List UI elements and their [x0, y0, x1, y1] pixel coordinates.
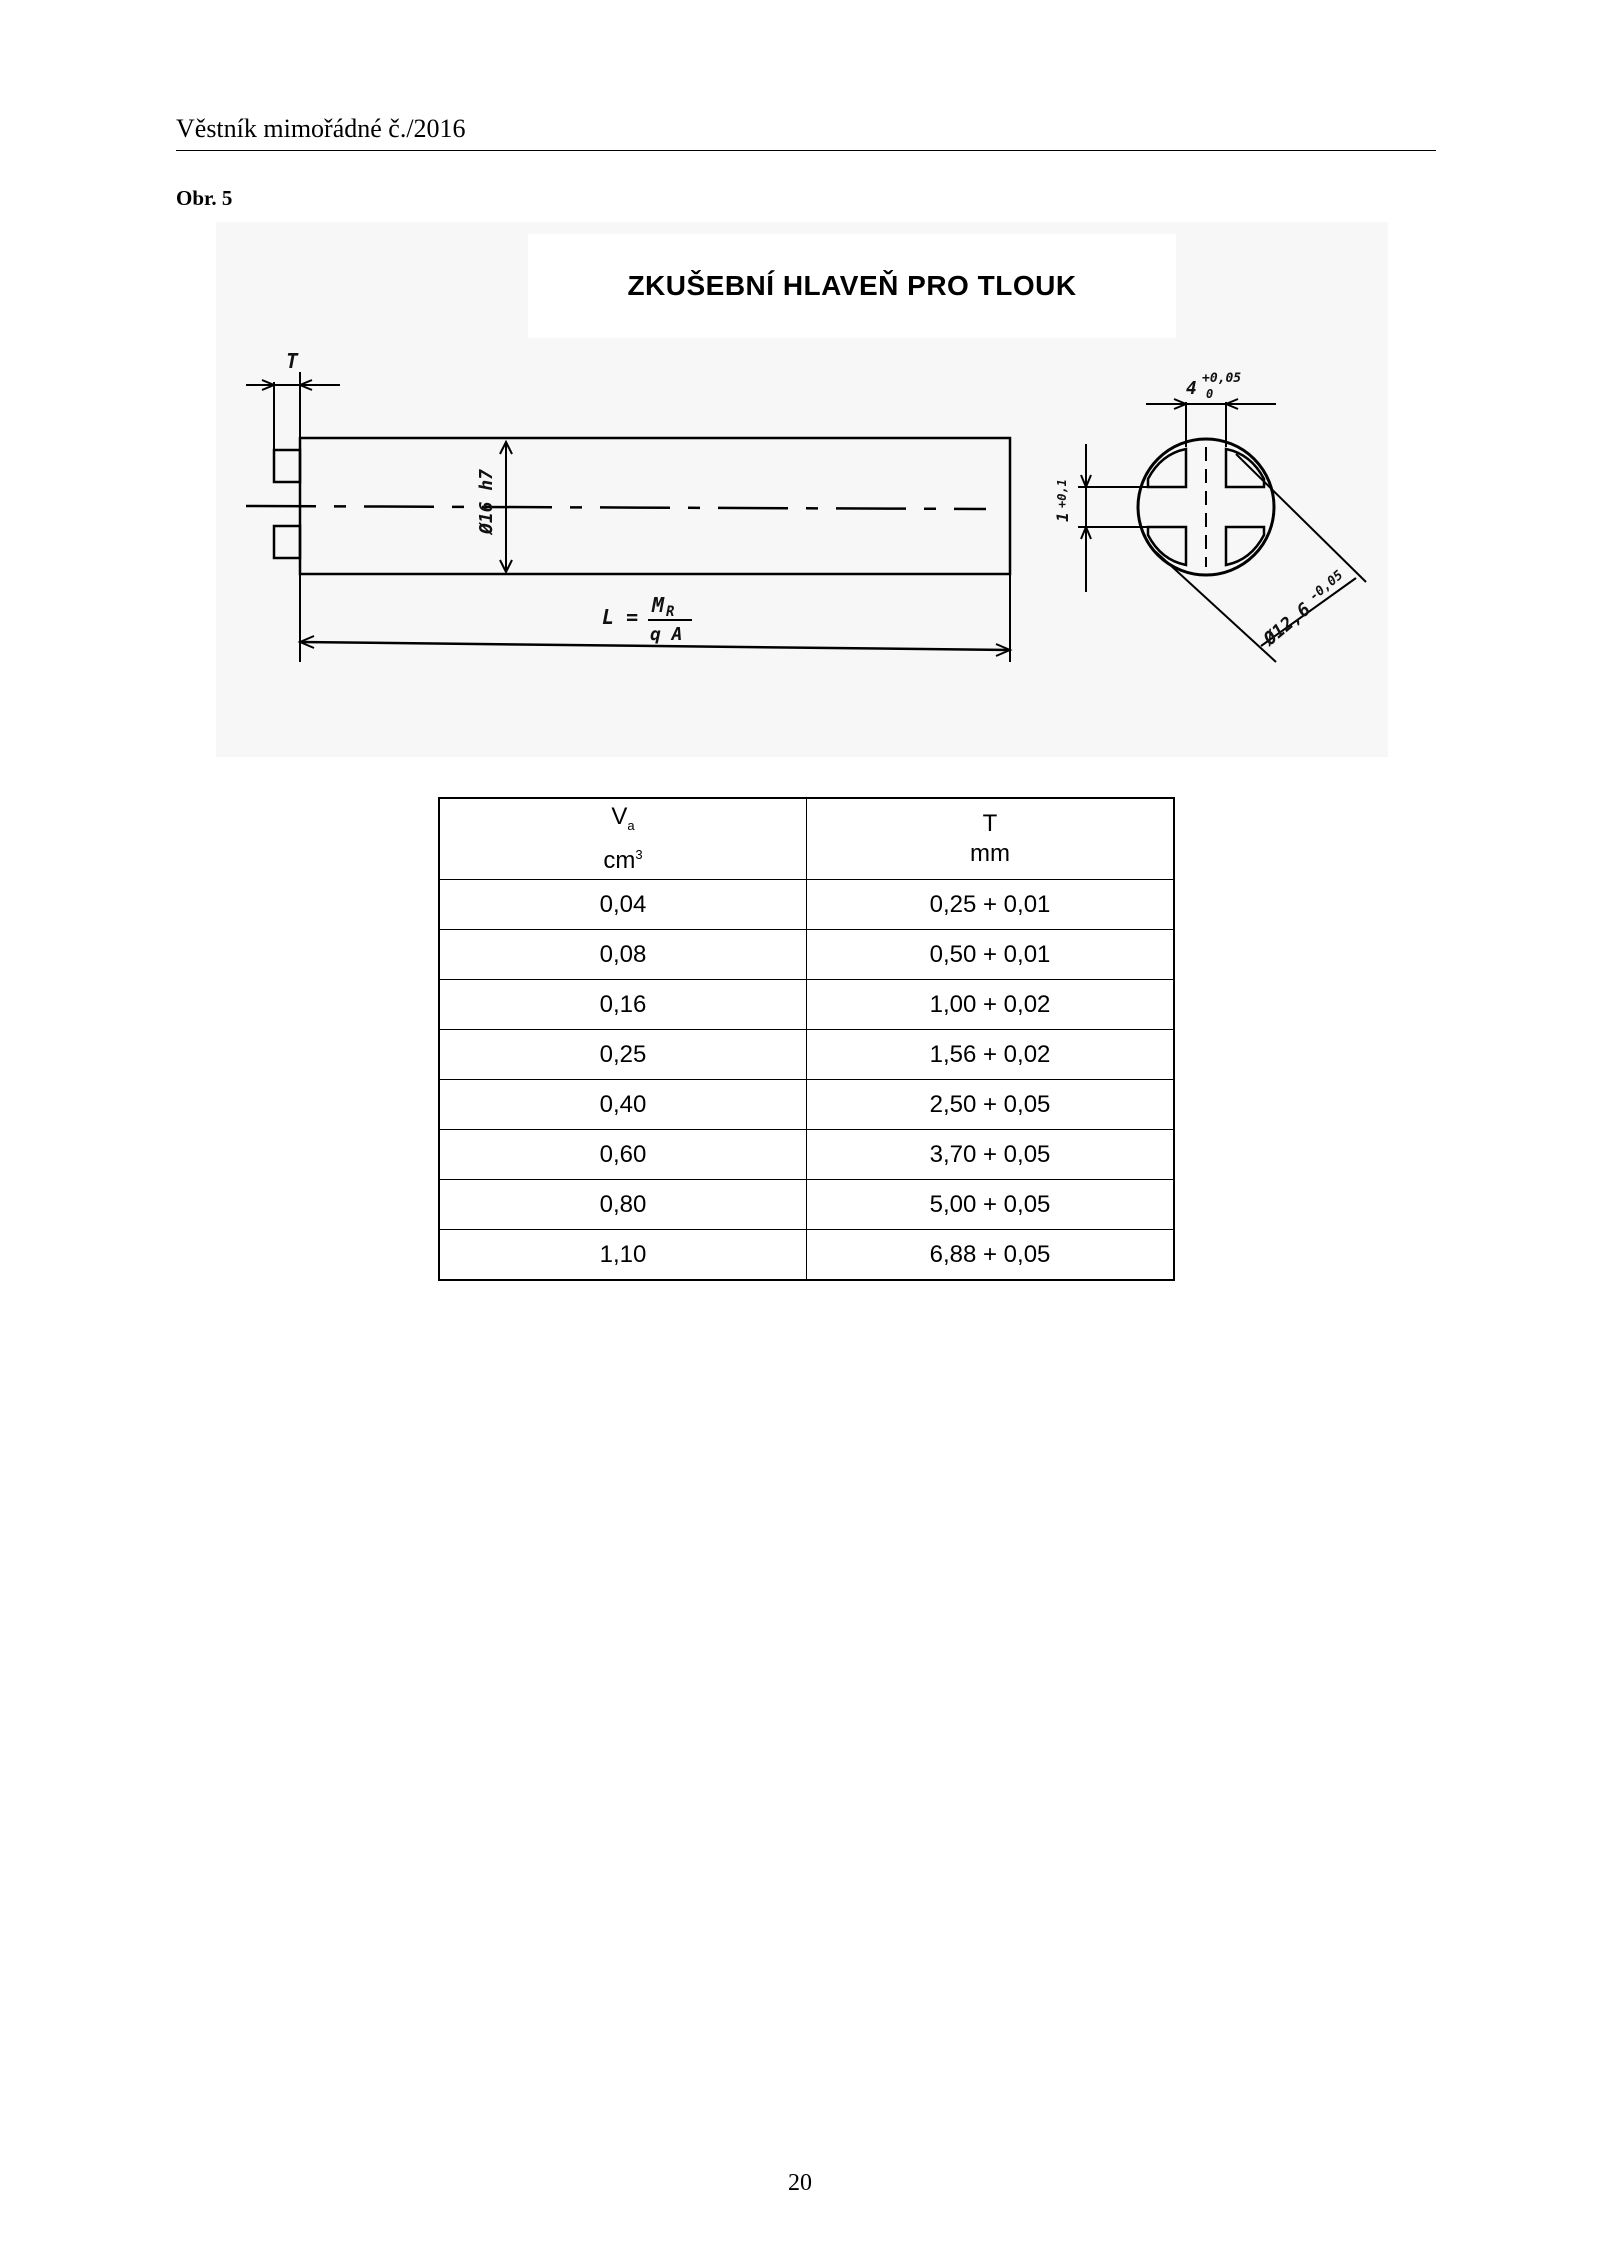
thickness-cell: 3,70 + 0,05: [807, 1130, 1175, 1180]
bore-leader-1: [1236, 454, 1366, 582]
header-volume-symbol: V: [611, 802, 628, 830]
page-number: 20: [788, 2170, 812, 2196]
t-dim-label: T: [286, 349, 299, 373]
table-row: [439, 980, 1174, 1030]
volume-cell: 0,60: [439, 1130, 807, 1180]
table-row: [439, 1130, 1174, 1180]
header-cell-volume: [439, 798, 807, 880]
offset-tol: +0,1: [1055, 479, 1069, 508]
table-row: [439, 1230, 1174, 1281]
header-volume-unit: cm: [603, 847, 636, 875]
volume-cell: 0,16: [439, 980, 807, 1030]
diameter-dim-label: Ø16 h7: [476, 468, 497, 534]
header-volume-unit-exp: 3: [635, 847, 643, 863]
thickness-cell: 2,50 + 0,05: [807, 1080, 1175, 1130]
page-header: [176, 110, 1436, 151]
barrel-lug-top: [274, 450, 300, 482]
journal-title: Věstník mimořádné č./2016: [176, 114, 466, 143]
barrel-drawing-svg: [216, 222, 1388, 757]
volume-cell: 0,25: [439, 1030, 807, 1080]
volume-cell: 1,10: [439, 1230, 807, 1281]
table-row: [439, 1080, 1174, 1130]
bore-leader-2: [1156, 552, 1276, 662]
thickness-cell: 5,00 + 0,05: [807, 1180, 1175, 1230]
figure-label: Obr. 5: [176, 186, 233, 210]
thickness-cell: 6,88 + 0,05: [807, 1230, 1175, 1281]
header-thickness-symbol: T: [982, 810, 998, 837]
table-row: [439, 880, 1174, 930]
slot-width-sub: 0: [1206, 387, 1214, 401]
bore-tol: -0,05: [1306, 567, 1347, 605]
offset-label: 1: [1053, 512, 1072, 522]
barrel-centerline: [246, 506, 986, 509]
drawing-title: ZKUŠEBNÍ HLAVEŇ PRO TLOUK: [627, 270, 1077, 301]
table-row: [439, 930, 1174, 980]
barrel-lug-bottom: [274, 526, 300, 558]
table-row: [439, 1180, 1174, 1230]
technical-drawing: [216, 222, 1388, 757]
data-table: [438, 797, 1175, 1281]
table-row: [439, 1030, 1174, 1080]
thickness-cell: 1,00 + 0,02: [807, 980, 1175, 1030]
thickness-cell: 0,25 + 0,01: [807, 880, 1175, 930]
slot-width-tol: +0,05: [1202, 371, 1242, 386]
header-thickness-unit: mm: [970, 840, 1010, 867]
thickness-cell: 1,56 + 0,02: [807, 1030, 1175, 1080]
volume-cell: 0,80: [439, 1180, 807, 1230]
volume-cell: 0,40: [439, 1080, 807, 1130]
length-denominator: q A: [650, 624, 683, 645]
volume-cell: 0,08: [439, 930, 807, 980]
volume-cell: 0,04: [439, 880, 807, 930]
length-lhs-label: L =: [602, 605, 639, 629]
table-header-row: [439, 798, 1174, 880]
length-numerator: M: [652, 593, 665, 617]
header-volume-subscript: a: [627, 817, 635, 833]
slot-width-label: 4: [1186, 378, 1197, 399]
length-numerator-sub: R: [666, 604, 675, 620]
header-cell-thickness: [807, 798, 1175, 880]
thickness-cell: 0,50 + 0,01: [807, 930, 1175, 980]
bore-label: Ø12,6: [1259, 598, 1315, 650]
